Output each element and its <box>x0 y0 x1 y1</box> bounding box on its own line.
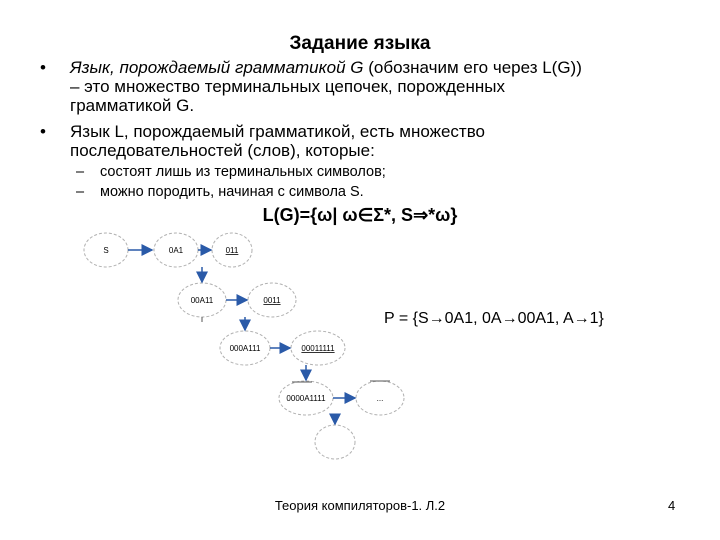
sub-item-text: можно породить, начиная с символа S. <box>100 184 364 200</box>
diagram-node-label: S <box>103 246 109 255</box>
bullet-line: последовательностей (слов), которые: <box>70 141 375 160</box>
bullet-line: Язык L, порождаемый грамматикой, есть множество <box>70 122 485 141</box>
diagram-node-label: ... <box>376 394 384 403</box>
diagram-node-next <box>315 425 355 459</box>
diagram-node-label: 0000A1111 <box>286 394 326 403</box>
bullet-italic-text: Язык, порождаемый грамматикой G <box>70 58 364 77</box>
sub-item-dash: – <box>76 184 85 200</box>
bullet-text: (обозначим его через L(G)) <box>363 58 582 77</box>
bullet-symbol: • <box>40 122 46 141</box>
sub-item-dash: – <box>76 164 85 180</box>
production-rules: P = {S→0A1, 0A→00A1, A→1} <box>384 310 604 327</box>
bullet-line: грамматикой G. <box>70 96 195 115</box>
footer-course: Теория компиляторов-1. Л.2 <box>274 498 446 513</box>
diagram-node-label: 000A111 <box>229 344 261 353</box>
slide-title: Задание языка <box>289 33 431 54</box>
diagram-node-label: 0A1 <box>168 246 184 255</box>
diagram-node-label: 0011 <box>263 296 281 305</box>
language-formula: L(G)={ω| ω∈Σ*, S⇒*ω} <box>262 205 458 225</box>
diagram-node-label: 00011111 <box>301 344 335 353</box>
sub-item-text: состоят лишь из терминальных символов; <box>100 164 386 180</box>
bullet-line: – это множество терминальных цепочек, порожденных <box>70 77 505 96</box>
diagram-node-label: 011 <box>225 246 239 255</box>
diagram-node-label: 00A11 <box>190 296 214 305</box>
slide-number: 4 <box>668 498 676 513</box>
bullet-symbol: • <box>40 58 46 77</box>
